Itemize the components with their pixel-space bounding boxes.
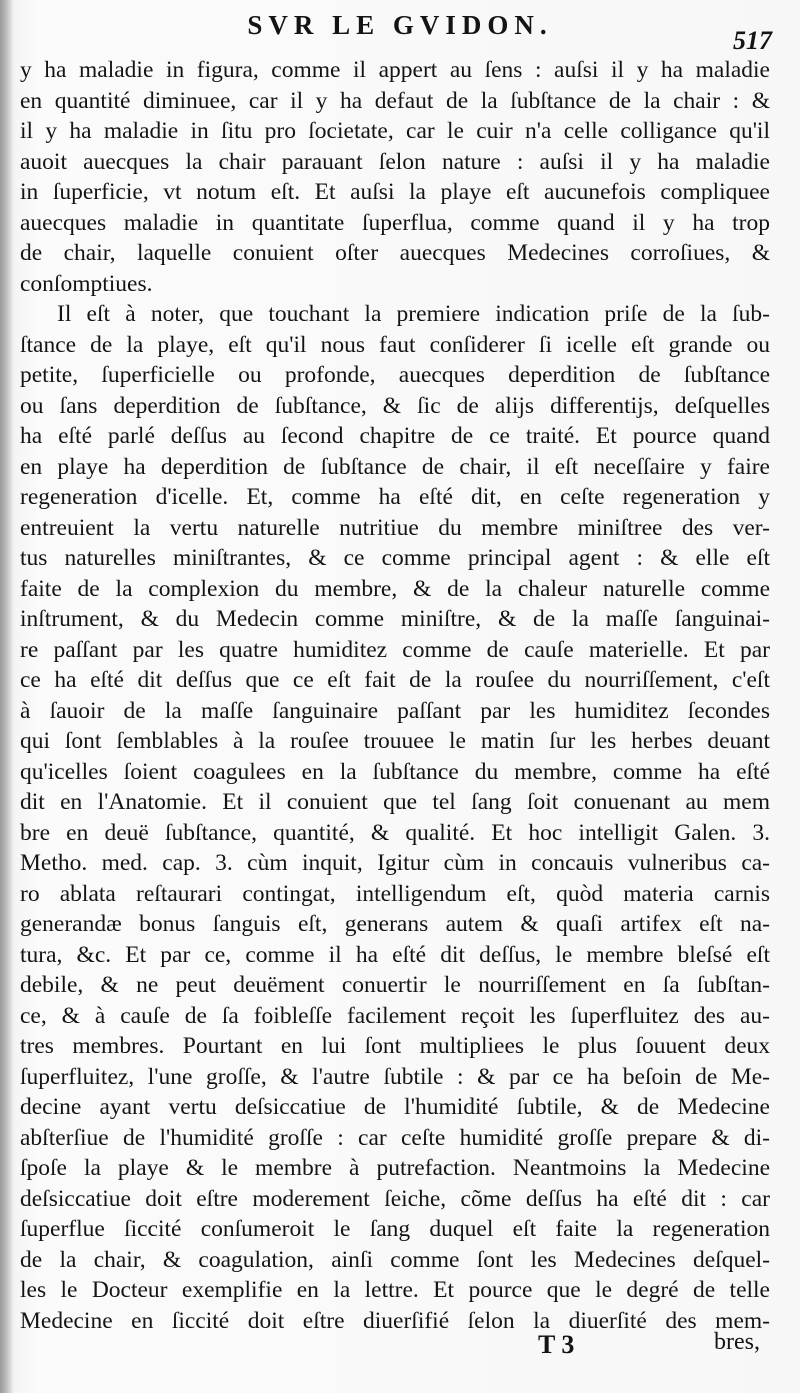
text-line: in ſuperficie, vt notum eſt. Et auſsi la playe eſt aucunefois compliquee	[20, 179, 770, 205]
text-line: les le Docteur exemplifie en la lettre. Et pource que le degré de telle	[20, 1277, 770, 1303]
text-line: petite, ſuperficielle ou profonde, auecques deperdition de ſubſtance	[20, 362, 770, 388]
text-line: deſsiccatiue doit eſtre moderement ſeiche, cõme deſſus ha eſté dit : car	[20, 1185, 770, 1212]
text-line: de chair, laquelle conuient oſter auecques Medecines corroſiues, &	[20, 240, 770, 266]
text-line: bre en deuë ſubſtance, quantité, & qualité. Et hoc intelligit Galen. 3.	[20, 819, 770, 846]
text-line: ſtance de la playe, eſt qu'il nous faut conſiderer ſi icelle eſt grande ou	[20, 331, 770, 358]
text-line: qui ſont ſemblables à la rouſee trouuee le matin ſur les herbes deuant	[20, 728, 770, 754]
text-line: faite de la complexion du membre, & de la chaleur naturelle comme	[20, 575, 770, 602]
paragraph-end-line: conſomptiues.	[20, 270, 153, 297]
running-title: SVR LE GVIDON.	[247, 10, 553, 40]
text-line: qu'icelles ſoient coagulees en la ſubſtance du membre, comme ha eſté	[20, 758, 770, 785]
running-head	[0, 10, 800, 55]
text-line: tura, &c. Et par ce, comme il ha eſté dit deſſus, le membre bleſsé eſt	[20, 941, 770, 968]
text-line: tres membres. Pourtant en lui ſont multipliees le plus ſouuent deux	[20, 1033, 770, 1059]
text-line: ce, & à cauſe de ſa foibleſſe facilement reçoit les ſuperfluitez des au-	[20, 1002, 770, 1029]
text-line: ce ha eſté dit deſſus que ce eſt fait de la rouſee du nourriſſement, c'eſt	[20, 667, 770, 693]
text-line: ſpoſe la playe & le membre à putrefaction. Neantmoins la Medecine	[20, 1155, 770, 1181]
text-line: Medecine en ſiccité doit eſtre diuerſifié ſelon la diuerſité des mem-	[20, 1307, 770, 1334]
text-line: abſterſiue de l'humidité groſſe : car ceſte humidité groſſe prepare & di-	[20, 1124, 770, 1151]
text-line: à ſauoir de la maſſe ſanguinaire paſſant par les humiditez ſecondes	[20, 697, 770, 724]
text-line: auecques maladie in quantitate ſuperflua, comme quand il y ha trop	[20, 209, 770, 236]
signature-mark: T 3	[538, 1330, 575, 1359]
text-line: re paſſant par les quatre humiditez comme de cauſe materielle. Et par	[20, 636, 770, 663]
text-line: y ha maladie in figura, comme il appert au ſens : auſsi il y ha maladie	[20, 57, 770, 83]
text-line: regeneration d'icelle. Et, comme ha eſté dit, en ceſte regeneration y	[20, 484, 770, 510]
text-line: il y ha maladie in ſitu pro ſocietate, car le cuir n'a celle colligance qu'il	[20, 118, 770, 144]
text-line: generandæ bonus ſanguis eſt, generans autem & quaſi artifex eſt na-	[20, 911, 770, 937]
text-line: entreuient la vertu naturelle nutritiue du membre miniſtree des ver-	[20, 514, 770, 541]
text-line: decine ayant vertu deſsiccatiue de l'humidité ſubtile, & de Medecine	[20, 1094, 770, 1120]
paragraph-start-line: Il eſt à noter, que touchant la premiere indication priſe de la ſub-	[57, 301, 770, 327]
text-line: ro ablata reſtaurari contingat, intelligendum eſt, quòd materia carnis	[20, 880, 770, 907]
text-line: Metho. med. cap. 3. cùm inquit, Igitur cùm in concauis vulneribus ca-	[20, 850, 770, 876]
text-line: ou ſans deperdition de ſubſtance, & ſic de alijs differentijs, deſquelles	[20, 392, 770, 419]
text-line: debile, & ne peut deuëment conuertir le nourriſſement en ſa ſubſtan-	[20, 972, 770, 998]
text-line: ha eſté parlé deſſus au ſecond chapitre de ce traité. Et pource quand	[20, 423, 770, 449]
text-line: tus naturelles miniſtrantes, & ce comme principal agent : & elle eſt	[20, 545, 770, 571]
page-footer	[0, 1325, 800, 1375]
text-line: de la chair, & coagulation, ainſi comme ſont les Medecines deſquel-	[20, 1246, 770, 1273]
text-line: ſuperflue ſiccité conſumeroit le ſang duquel eſt faite la regeneration	[20, 1216, 770, 1242]
text-line: dit en l'Anatomie. Et il conuient que tel ſang ſoit conuenant au mem	[20, 789, 770, 815]
text-line: auoit auecques la chair parauant ſelon nature : auſsi il y ha maladie	[20, 148, 770, 175]
folio-number: 517	[733, 26, 772, 55]
gutter-shadow	[0, 0, 14, 1393]
text-line: en quantité diminuee, car il y ha defaut de la ſubſtance de la chair : &	[20, 87, 770, 114]
text-line: en playe ha deperdition de ſubſtance de chair, il eſt neceſſaire y faire	[20, 453, 770, 480]
text-line: inſtrument, & du Medecin comme miniſtre, & de la maſſe ſanguinai-	[20, 606, 770, 632]
catchword: bres,	[714, 1329, 760, 1355]
text-line: ſuperfluitez, l'une groſſe, & l'autre ſubtile : & par ce ha beſoin de Me-	[20, 1063, 770, 1090]
main-text-block	[20, 55, 770, 1336]
